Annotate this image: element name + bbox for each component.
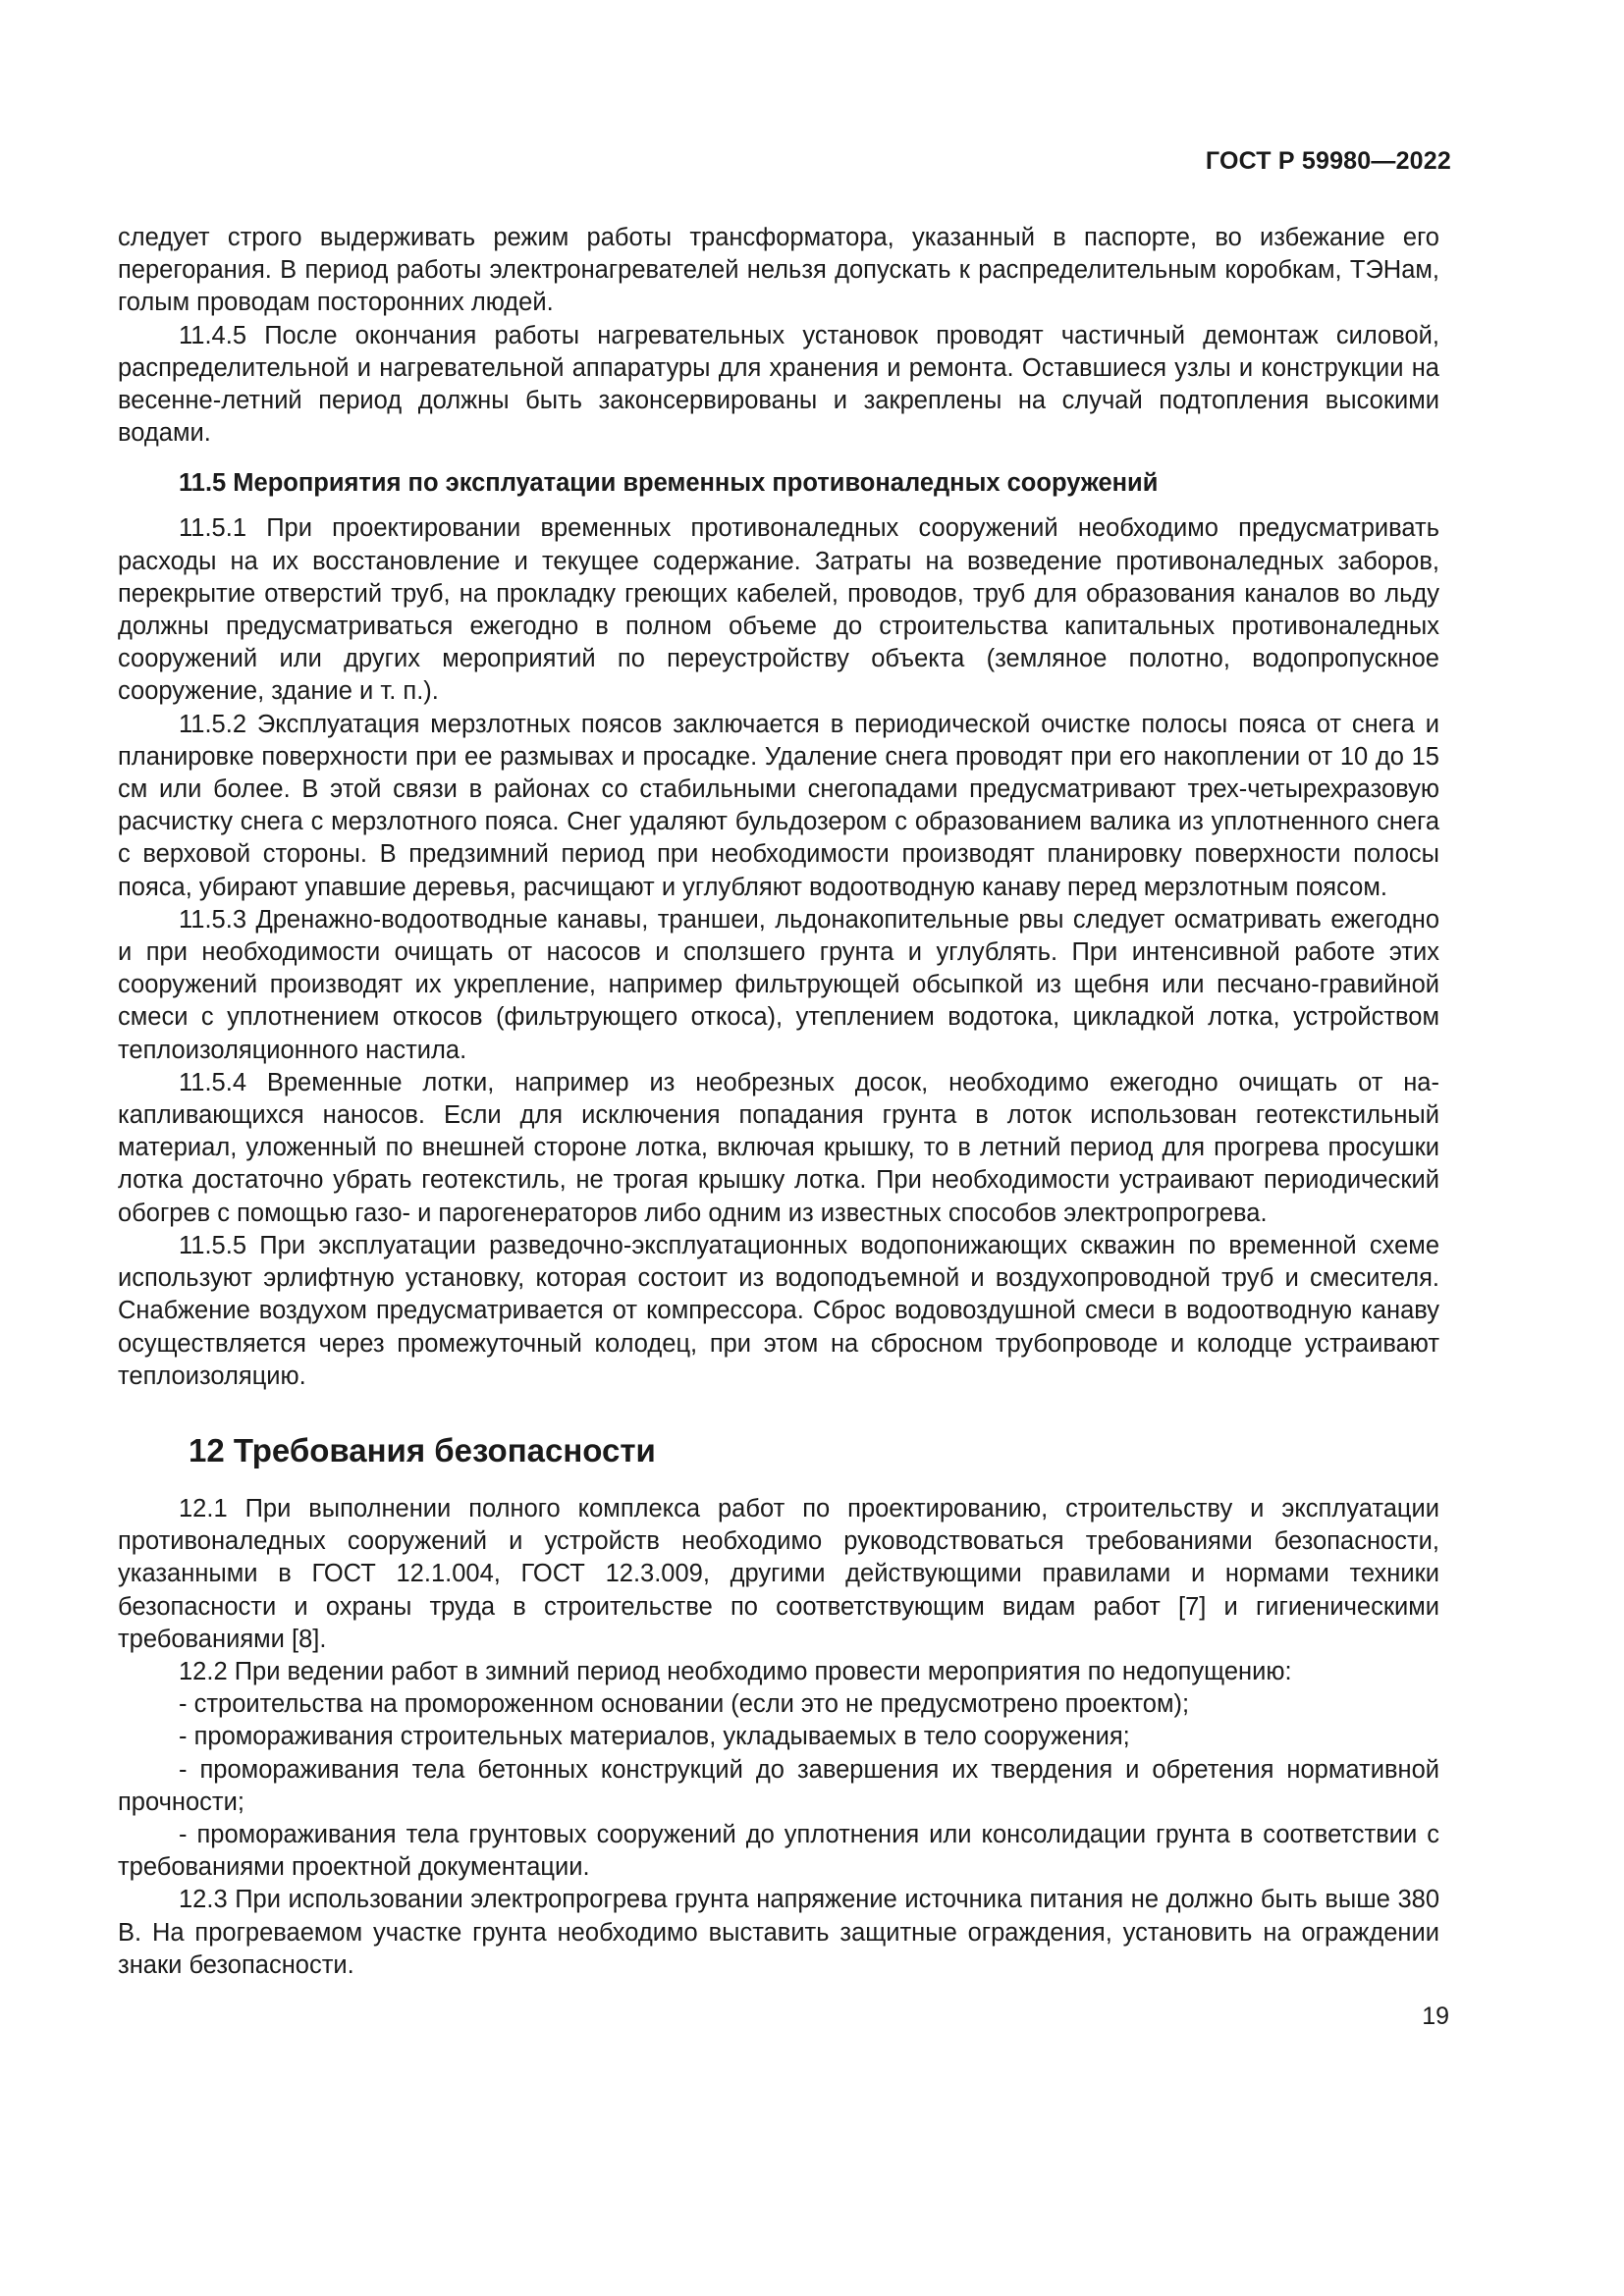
list-item: - строительства на промороженном основании (если это не предусмотрено проектом);: [179, 1690, 1190, 1719]
list-item: - промораживания тела бетонных конструкций до завершения их твердения и обретения нормативной прочности;: [118, 1755, 1439, 1816]
paragraph: 11.5.4 Временные лотки, например из необрезных досок, необходимо ежегодно очищать от накапливающихся наносов. Если для исключения попадания грунта в лоток использован геотекстильный материал, уложенный по внешней стороне лотка, включая крышку, то в летний период для прогрева просушки лотка достаточно убрать геотекстиль, не трогая крышку лотка. При необходимости устраивают периодический обогрев с помощью газо- и парогенераторов либо одним из известных способов электропрогрева.: [118, 1068, 1439, 1227]
section-heading: 12 Требования безопасности: [189, 1431, 656, 1468]
paragraph: 11.5.3 Дренажно-водоотводные канавы, траншеи, льдонакопительные рвы следует осматривать ежегодно и при необходимости очищать от насосов и сползшего грунта и углублять. При интенсивной работе этих сооружений производят их укрепление, например фильтрующей обсыпкой из щебня или песчано-гравийной смеси с уплотнением откосов (фильтрующего откоса), утеплением водотока, цикладкой лотка, устройством теплоизоляционного настила.: [118, 905, 1439, 1064]
list-item: - промораживания строительных материалов, укладываемых в тело сооружения;: [179, 1723, 1130, 1751]
paragraph: следует строго выдерживать режим работы трансформатора, указанный в паспорте, во избежание его перегорания. В период работы электронагревателей нельзя допускать к распределительным коробкам, ТЭНам, голым проводам посторонних людей.: [118, 224, 1439, 317]
paragraph: 12.2 При ведении работ в зимний период необходимо провести мероприятия по недопущению:: [179, 1657, 1292, 1685]
paragraph: 12.1 При выполнении полного комплекса работ по проектированию, строительству и эксплуатации противоналедных сооружений и устройств необходимо руководствоваться требованиями безопасности, указанными в ГОСТ 12.1.004, ГОСТ 12.3.009, другими действующими правилами и нормами техники безопасности и охраны труда в строительстве по соответствующим видам работ [7] и гигиеническими требованиями [8].: [118, 1494, 1439, 1653]
paragraph: 11.5.2 Эксплуатация мерзлотных поясов заключается в периодической очистке полосы пояса от снега и планировке поверхности при ее размывах и просадке. Удаление снега проводят при его накоплении от 10 до 15 см или более. В этой связи в районах со стабильными снегопадами предусматривают трех-четырехразовую расчистку снега с мерзлотного пояса. Снег удаляют бульдозером с образованием валика из уплотненного снега с верховой стороны. В предзимний период при необходимости производят планировку поверхности полосы пояса, убирают упавшие деревья, расчищают и углубляют водоотводную канаву перед мерзлотным поясом.: [118, 710, 1439, 901]
document-id-header: ГОСТ Р 59980—2022: [1205, 147, 1451, 175]
paragraph: 12.3 При использовании электропрогрева грунта напряжение источника питания не должно быть выше 380 В. На прогреваемом участке грунта необходимо выставить защитные ограждения, установить на ограждении знаки безопасности.: [118, 1886, 1439, 1979]
paragraph: 11.4.5 После окончания работы нагревательных установок проводят частичный демонтаж силовой, распределительной и нагревательной аппаратуры для хранения и ремонта. Оставшиеся узлы и конструкции на весенне-летний период должны быть законсервированы и закреплены на случай подтопления высокими водами.: [118, 321, 1439, 448]
document-body: [118, 222, 1439, 1982]
paragraph: 11.5.5 При эксплуатации разведочно-эксплуатационных водопонижающих скважин по временной схеме используют эрлифтную установку, которая состоит из водоподъемной и воздухопроводной труб и смесителя. Снабжение воздухом предусматривается от компрессора. Сброс водовоздушной смеси в водоотводную канаву осуществляется через промежуточный колодец, при этом на сбросном трубопроводе и колодце устраивают теплоизоляцию.: [118, 1231, 1439, 1390]
paragraph: 11.5.1 При проектировании временных противоналедных сооружений необходимо предусматривать расходы на их восстановление и текущее содержание. Затраты на возведение противоналедных заборов, перекрытие отверстий труб, на прокладку греющих кабелей, проводов, труб для образования каналов во льду должны предусматриваться ежегодно в полном объеме до строительства капитальных противоналедных сооружений или других мероприятий по переустройству объекта (земляное полотно, водопропускное сооружение, здание и т. п.).: [118, 514, 1439, 706]
page-number: 19: [1422, 2002, 1449, 2030]
list-item: - промораживания тела грунтовых сооружений до уплотнения или консолидации грунта в соответствии с требованиями проектной документации.: [118, 1820, 1439, 1882]
subsection-heading: 11.5 Мероприятия по эксплуатации временных противоналедных сооружений: [179, 469, 1159, 498]
